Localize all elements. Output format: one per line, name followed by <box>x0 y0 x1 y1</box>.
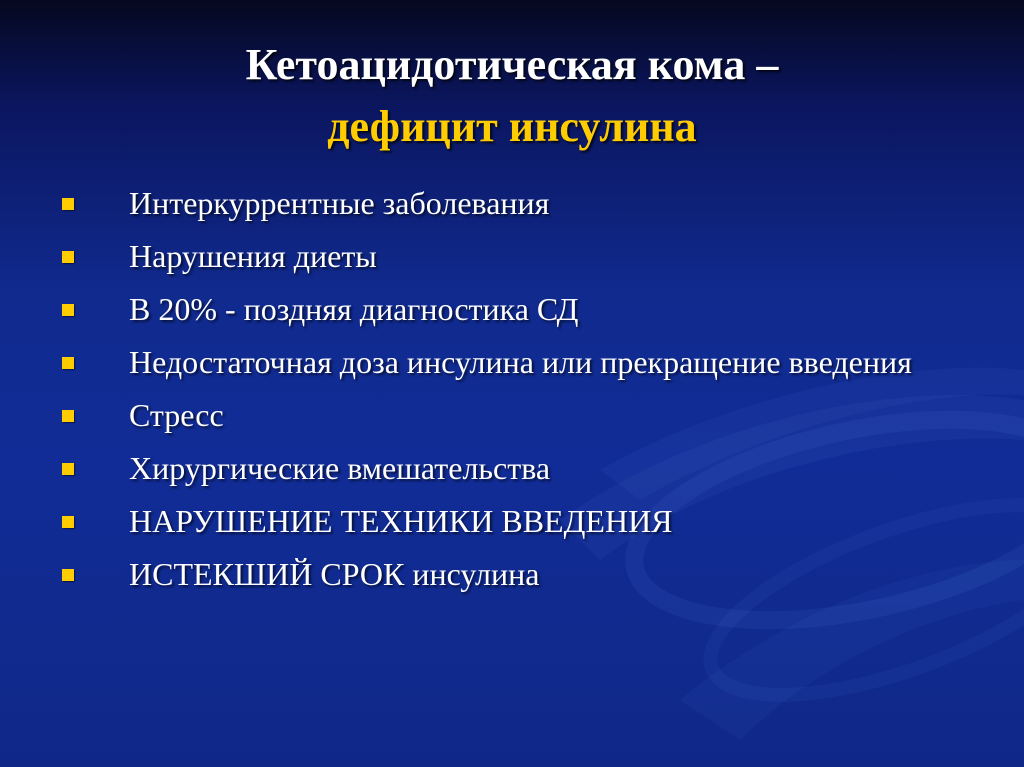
list-item-text: Интеркуррентные заболевания <box>129 185 550 221</box>
title-line-main: Кетоацидотическая кома – <box>245 40 779 89</box>
list-item <box>62 288 962 331</box>
list-item-text: ИСТЕКШИЙ СРОК инсулина <box>129 556 540 592</box>
square-bullet-icon <box>62 357 74 369</box>
list-item <box>62 553 962 596</box>
square-bullet-icon <box>62 251 74 263</box>
list-item-text: В 20% - поздняя диагностика СД <box>129 291 579 327</box>
list-item-text: Нарушения диеты <box>129 238 377 274</box>
title-line-accent: дефицит инсулина <box>327 102 697 151</box>
square-bullet-icon <box>62 516 74 528</box>
bullet-list <box>62 182 962 596</box>
square-bullet-icon <box>62 410 74 422</box>
square-bullet-icon <box>62 569 74 581</box>
list-item <box>62 235 962 278</box>
square-bullet-icon <box>62 198 74 210</box>
square-bullet-icon <box>62 463 74 475</box>
list-item <box>62 500 962 543</box>
list-item <box>62 341 962 384</box>
square-bullet-icon <box>62 304 74 316</box>
list-item-text: Недостаточная доза инсулина или прекращение введения <box>129 344 912 380</box>
list-item-text: НАРУШЕНИЕ ТЕХНИКИ ВВЕДЕНИЯ <box>129 503 673 539</box>
list-item <box>62 182 962 225</box>
list-item-text: Хирургические вмешательства <box>129 450 551 486</box>
list-item <box>62 394 962 437</box>
slide-title <box>0 34 1024 158</box>
list-item-text: Стресс <box>129 397 224 433</box>
list-item <box>62 447 962 490</box>
